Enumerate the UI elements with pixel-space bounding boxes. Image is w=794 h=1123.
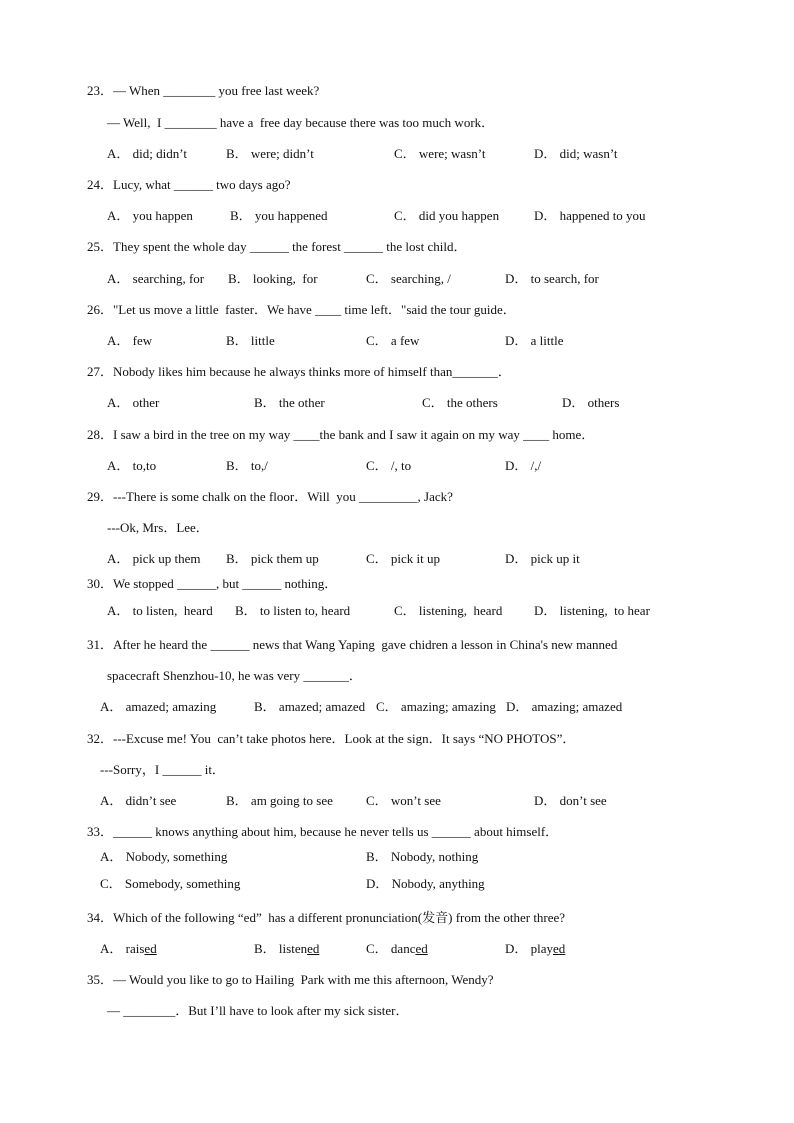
question-35-line-1: 35．— Would you like to go to Hailing Park with me this afternoon, Wendy? <box>87 972 494 987</box>
question-35-line-2: — ________．But I’ll have to look after my sick sister． <box>107 1003 409 1018</box>
question-33-option-c: C． Somebody, something <box>100 876 241 891</box>
question-26-option-c: C． a few <box>366 333 420 348</box>
underlined-ending: ed <box>144 941 157 956</box>
question-33-option-d: D． Nobody, anything <box>366 876 485 891</box>
question-30-option-a: A． to listen, heard <box>107 603 213 618</box>
question-25-option-a: A． searching, for <box>107 271 205 286</box>
option-label: A． rais <box>100 941 145 956</box>
question-32-line-2: ---Sorry，I ______ it． <box>100 762 225 777</box>
question-24-option-d: D． happened to you <box>534 208 646 223</box>
question-29-option-b: B． pick them up <box>226 551 319 566</box>
question-23-option-a: A． did; didn’t <box>107 146 187 161</box>
question-23-line-1: 23．— When ________ you free last week? <box>87 83 320 98</box>
question-23-option-b: B． were; didn’t <box>226 146 314 161</box>
question-33-option-a: A． Nobody, something <box>100 849 228 864</box>
question-31-option-d: D． amazing; amazed <box>506 699 623 714</box>
question-24-option-b: B． you happened <box>230 208 328 223</box>
question-27-option-d: D． others <box>562 395 620 410</box>
question-26-line-1: 26．"Let us move a little faster．We have ____ time left．"said the tour guide． <box>87 302 516 317</box>
question-32-option-b: B． am going to see <box>226 793 333 808</box>
question-28-option-a: A． to,to <box>107 458 157 473</box>
question-25-line-1: 25．They spent the whole day ______ the forest ______ the lost child． <box>87 239 467 254</box>
question-33-line-1: 33．______ knows anything about him, because he never tells us ______ about himself． <box>87 824 559 839</box>
question-26-option-d: D． a little <box>505 333 564 348</box>
question-34-option-c <box>366 941 428 957</box>
question-25-option-c: C． searching, / <box>366 271 451 286</box>
question-30-option-b: B． to listen to, heard <box>235 603 351 618</box>
question-29-option-d: D． pick up it <box>505 551 580 566</box>
question-31-option-c: C． amazing; amazing <box>376 699 496 714</box>
question-29-option-c: C． pick it up <box>366 551 441 566</box>
underlined-ending: ed <box>415 941 428 956</box>
option-label: C． danc <box>366 941 416 956</box>
question-23-option-c: C． were; wasn’t <box>394 146 486 161</box>
question-33-option-b: B． Nobody, nothing <box>366 849 479 864</box>
question-34-option-d <box>505 941 565 957</box>
option-label: B． listen <box>254 941 308 956</box>
question-31-option-a: A． amazed; amazing <box>100 699 217 714</box>
question-31-line-1: 31．After he heard the ______ news that Wang Yaping gave chidren a lesson in China's new manned <box>87 637 618 652</box>
question-31-option-b: B． amazed; amazed <box>254 699 366 714</box>
question-28-option-d: D． /,/ <box>505 458 542 473</box>
question-34-option-b <box>254 941 319 957</box>
question-24-option-c: C． did you happen <box>394 208 500 223</box>
question-34-line-1: 34．Which of the following “ed” has a different pronunciation(发音) from the other three? <box>87 910 566 925</box>
question-27-option-b: B． the other <box>254 395 325 410</box>
question-30-line-1: 30．We stopped ______, but ______ nothing． <box>87 576 338 591</box>
question-28-option-c: C． /, to <box>366 458 412 473</box>
question-29-line-2: ---Ok, Mrs．Lee． <box>107 520 209 535</box>
question-34-option-a <box>100 941 157 957</box>
question-31-line-2: spacecraft Shenzhou-10, he was very _______． <box>107 668 362 683</box>
question-32-line-1: 32．---Excuse me! You can’t take photos here．Look at the sign．It says “NO PHOTOS”． <box>87 731 576 746</box>
question-30-option-c: C． listening, heard <box>394 603 503 618</box>
option-label: D． play <box>505 941 554 956</box>
question-28-option-b: B． to,/ <box>226 458 268 473</box>
question-32-option-c: C． won’t see <box>366 793 441 808</box>
question-24-option-a: A． you happen <box>107 208 193 223</box>
question-25-option-d: D． to search, for <box>505 271 599 286</box>
underlined-ending: ed <box>553 941 566 956</box>
question-27-option-a: A． other <box>107 395 160 410</box>
question-26-option-b: B． little <box>226 333 275 348</box>
question-30-option-d: D． listening, to hear <box>534 603 650 618</box>
question-25-option-b: B． looking, for <box>228 271 318 286</box>
question-32-option-a: A． didn’t see <box>100 793 177 808</box>
question-28-line-1: 28．I saw a bird in the tree on my way ____the bank and I saw it again on my way ____ home． <box>87 427 595 442</box>
question-32-option-d: D． don’t see <box>534 793 607 808</box>
question-27-line-1: 27．Nobody likes him because he always thinks more of himself than_______． <box>87 364 511 379</box>
question-29-line-1: 29．---There is some chalk on the floor．Will you _________, Jack? <box>87 489 453 504</box>
question-27-option-c: C． the others <box>422 395 498 410</box>
question-23-line-2: — Well, I ________ have a free day because there was too much work． <box>107 115 495 130</box>
question-24-line-1: 24．Lucy, what ______ two days ago? <box>87 177 291 192</box>
question-23-option-d: D． did; wasn’t <box>534 146 618 161</box>
question-29-option-a: A． pick up them <box>107 551 201 566</box>
underlined-ending: ed <box>307 941 320 956</box>
question-26-option-a: A． few <box>107 333 153 348</box>
